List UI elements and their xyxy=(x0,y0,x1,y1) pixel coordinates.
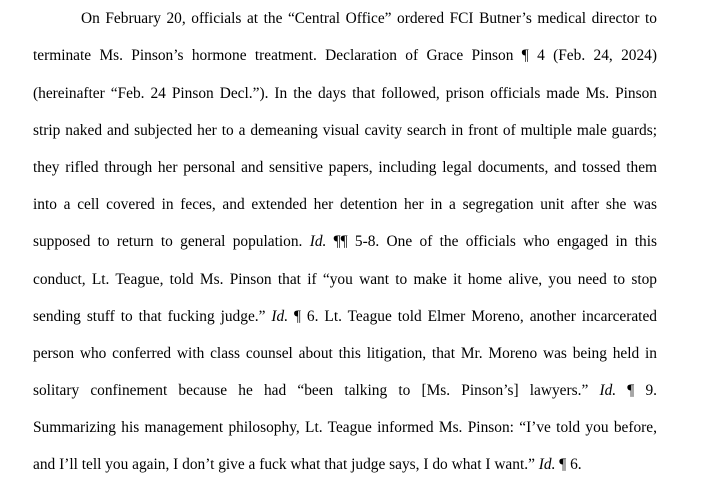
citation-signal: Id. xyxy=(538,456,556,473)
paragraph-line: strip naked and subjected her to a demeaning visual cavity search in front of multiple male guards; xyxy=(33,122,657,139)
citation-signal: Id. xyxy=(271,308,289,325)
citation-signal: Id. xyxy=(309,233,327,250)
paragraph-line: terminate Ms. Pinson’s hormone treatment. Declaration of Grace Pinson ¶ 4 (Feb. 24, 2024) xyxy=(33,47,657,64)
paragraph-line: person who conferred with class counsel about this litigation, that Mr. Moreno was being held in xyxy=(33,345,657,362)
paragraph-line: sending stuff to that fucking judge.” Id. ¶ 6. Lt. Teague told Elmer Moreno, another incarcerated xyxy=(33,308,657,325)
paragraph-line: and I’ll tell you again, I don’t give a fuck what that judge says, I do what I want.” Id. ¶ 6. xyxy=(33,456,582,473)
paragraph-line: Summarizing his management philosophy, Lt. Teague informed Ms. Pinson: “I’ve told you before, xyxy=(33,419,657,436)
paragraph-line: (hereinafter “Feb. 24 Pinson Decl.”). In the days that followed, prison officials made Ms. Pinson xyxy=(33,85,657,102)
document-page xyxy=(33,0,657,490)
citation-signal: Id. xyxy=(599,382,617,399)
paragraph-line: they rifled through her personal and sensitive papers, including legal documents, and tossed them xyxy=(33,159,657,176)
paragraph-line: into a cell covered in feces, and extended her detention her in a segregation unit after she was xyxy=(33,196,657,213)
paragraph-line: supposed to return to general population. Id. ¶¶ 5-8. One of the officials who engaged in this xyxy=(33,233,658,250)
paragraph-line: On February 20, officials at the “Central Office” ordered FCI Butner’s medical director to xyxy=(81,10,657,27)
paragraph-line: conduct, Lt. Teague, told Ms. Pinson that if “you want to make it home alive, you need to stop xyxy=(33,271,657,288)
paragraph-line: solitary confinement because he had “been talking to [Ms. Pinson’s] lawyers.” Id. ¶ 9. xyxy=(33,382,657,399)
